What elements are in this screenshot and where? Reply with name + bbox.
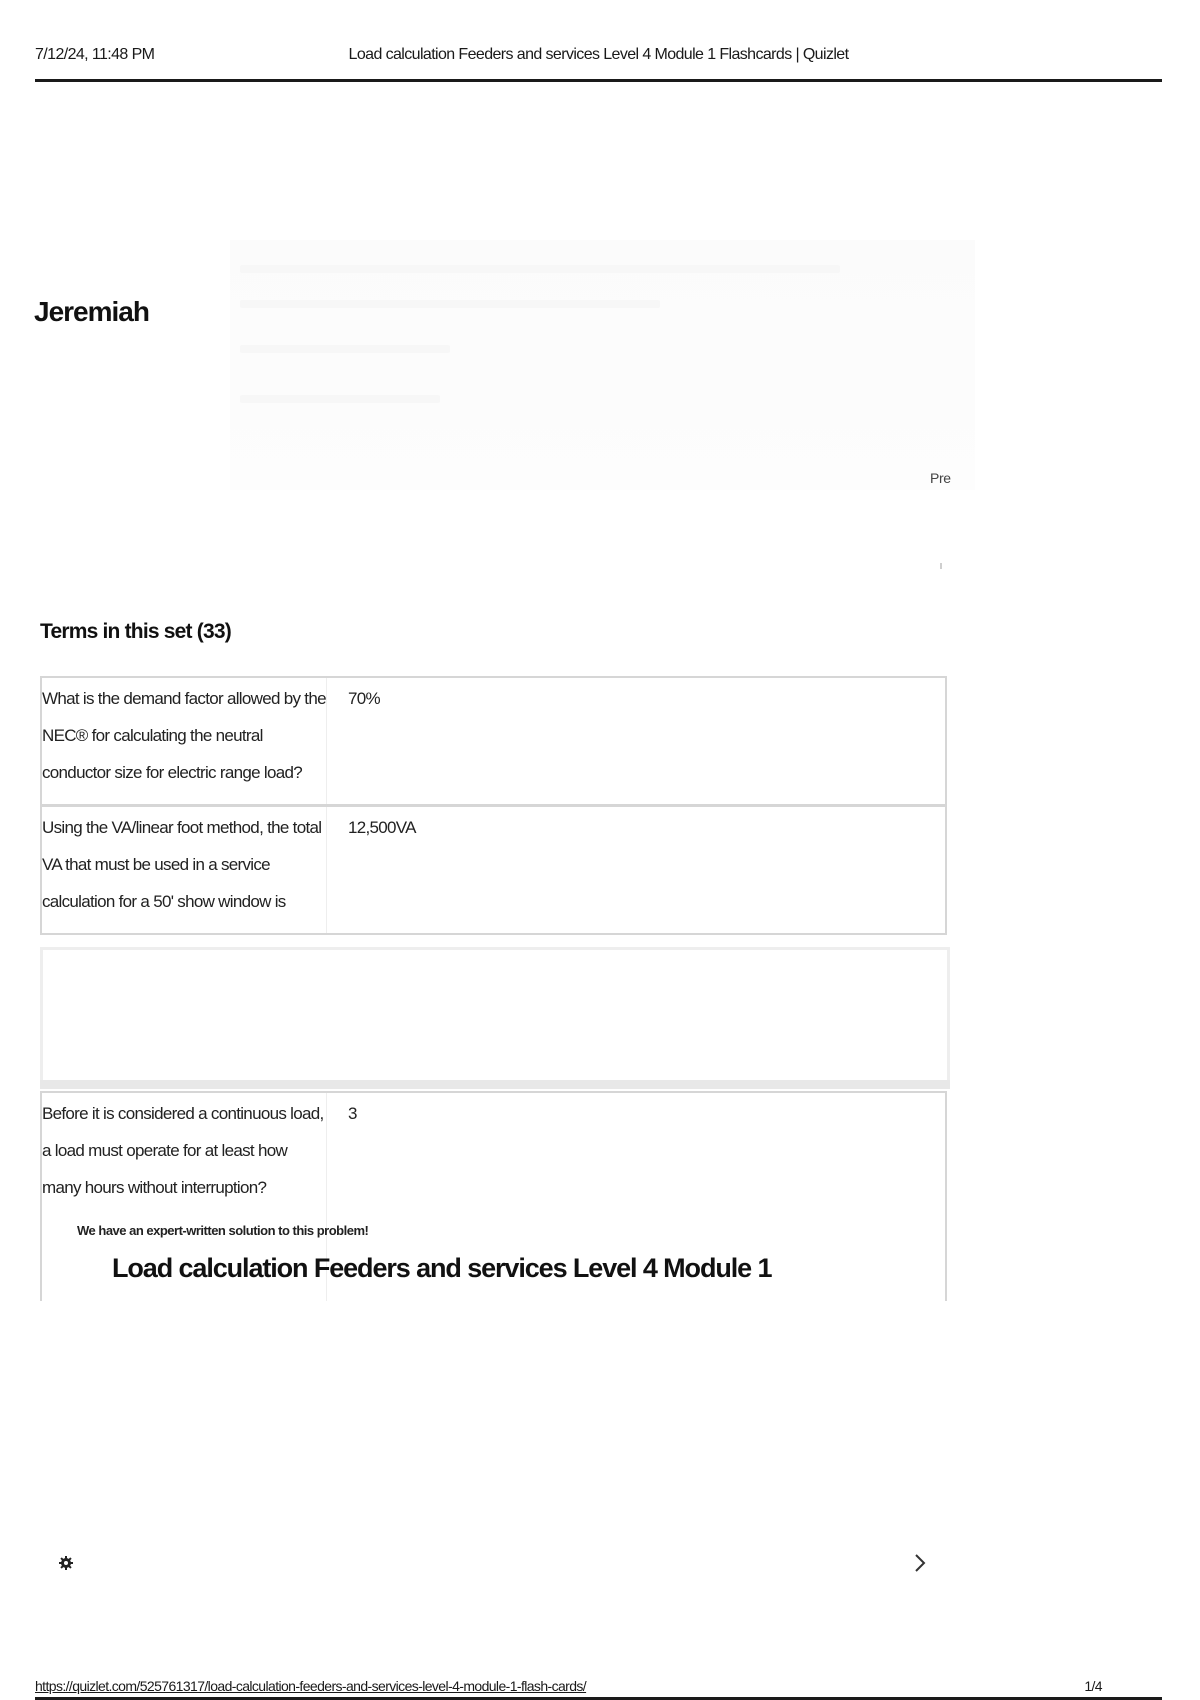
card-shadow (40, 1080, 950, 1089)
faded-preview-area (230, 240, 975, 490)
faded-line (240, 345, 450, 353)
print-title: Load calculation Feeders and services Level 4 Module 1 Flashcards | Quizlet (348, 46, 849, 63)
expert-solution-note: We have an expert-written solution to this problem! (77, 1223, 369, 1238)
faded-line (240, 265, 840, 273)
term-card[interactable] (40, 676, 947, 806)
page-number: 1/4 (1084, 1678, 1102, 1694)
definition-text: 70% (348, 689, 380, 708)
preview-label: Pre (930, 470, 951, 486)
term-text: Using the VA/linear foot method, the total VA that must be used in a service calculation for a 50' show window is (42, 807, 327, 933)
definition-text: 12,500VA (348, 818, 416, 837)
faded-line (240, 300, 660, 308)
definition-text: 3 (348, 1104, 357, 1123)
author-name[interactable]: Jeremiah (34, 296, 149, 327)
terms-heading: Terms in this set (33) (40, 620, 231, 643)
term-text: What is the demand factor allowed by the NEC® for calculating the neutral conductor size for electric range load? (42, 678, 327, 804)
gear-icon[interactable] (58, 1555, 74, 1571)
expert-solution-title[interactable]: Load calculation Feeders and services Level 4 Module 1 (112, 1253, 772, 1283)
term-card[interactable] (40, 1091, 947, 1301)
term-card[interactable] (40, 805, 947, 935)
page-url-link[interactable]: https://quizlet.com/525761317/load-calculation-feeders-and-services-level-4-module-1-flash-cards/ (35, 1678, 587, 1694)
term-text: Before it is considered a continuous load, a load must operate for at least how many hours without interruption? (42, 1093, 327, 1301)
empty-card-placeholder (40, 947, 950, 1087)
print-date: 7/12/24, 11:48 PM (35, 46, 155, 63)
print-footer (35, 1676, 1162, 1700)
print-header (35, 42, 1162, 82)
faded-line (240, 395, 440, 403)
chevron-right-icon[interactable] (913, 1551, 927, 1575)
divider-mark (940, 563, 942, 569)
